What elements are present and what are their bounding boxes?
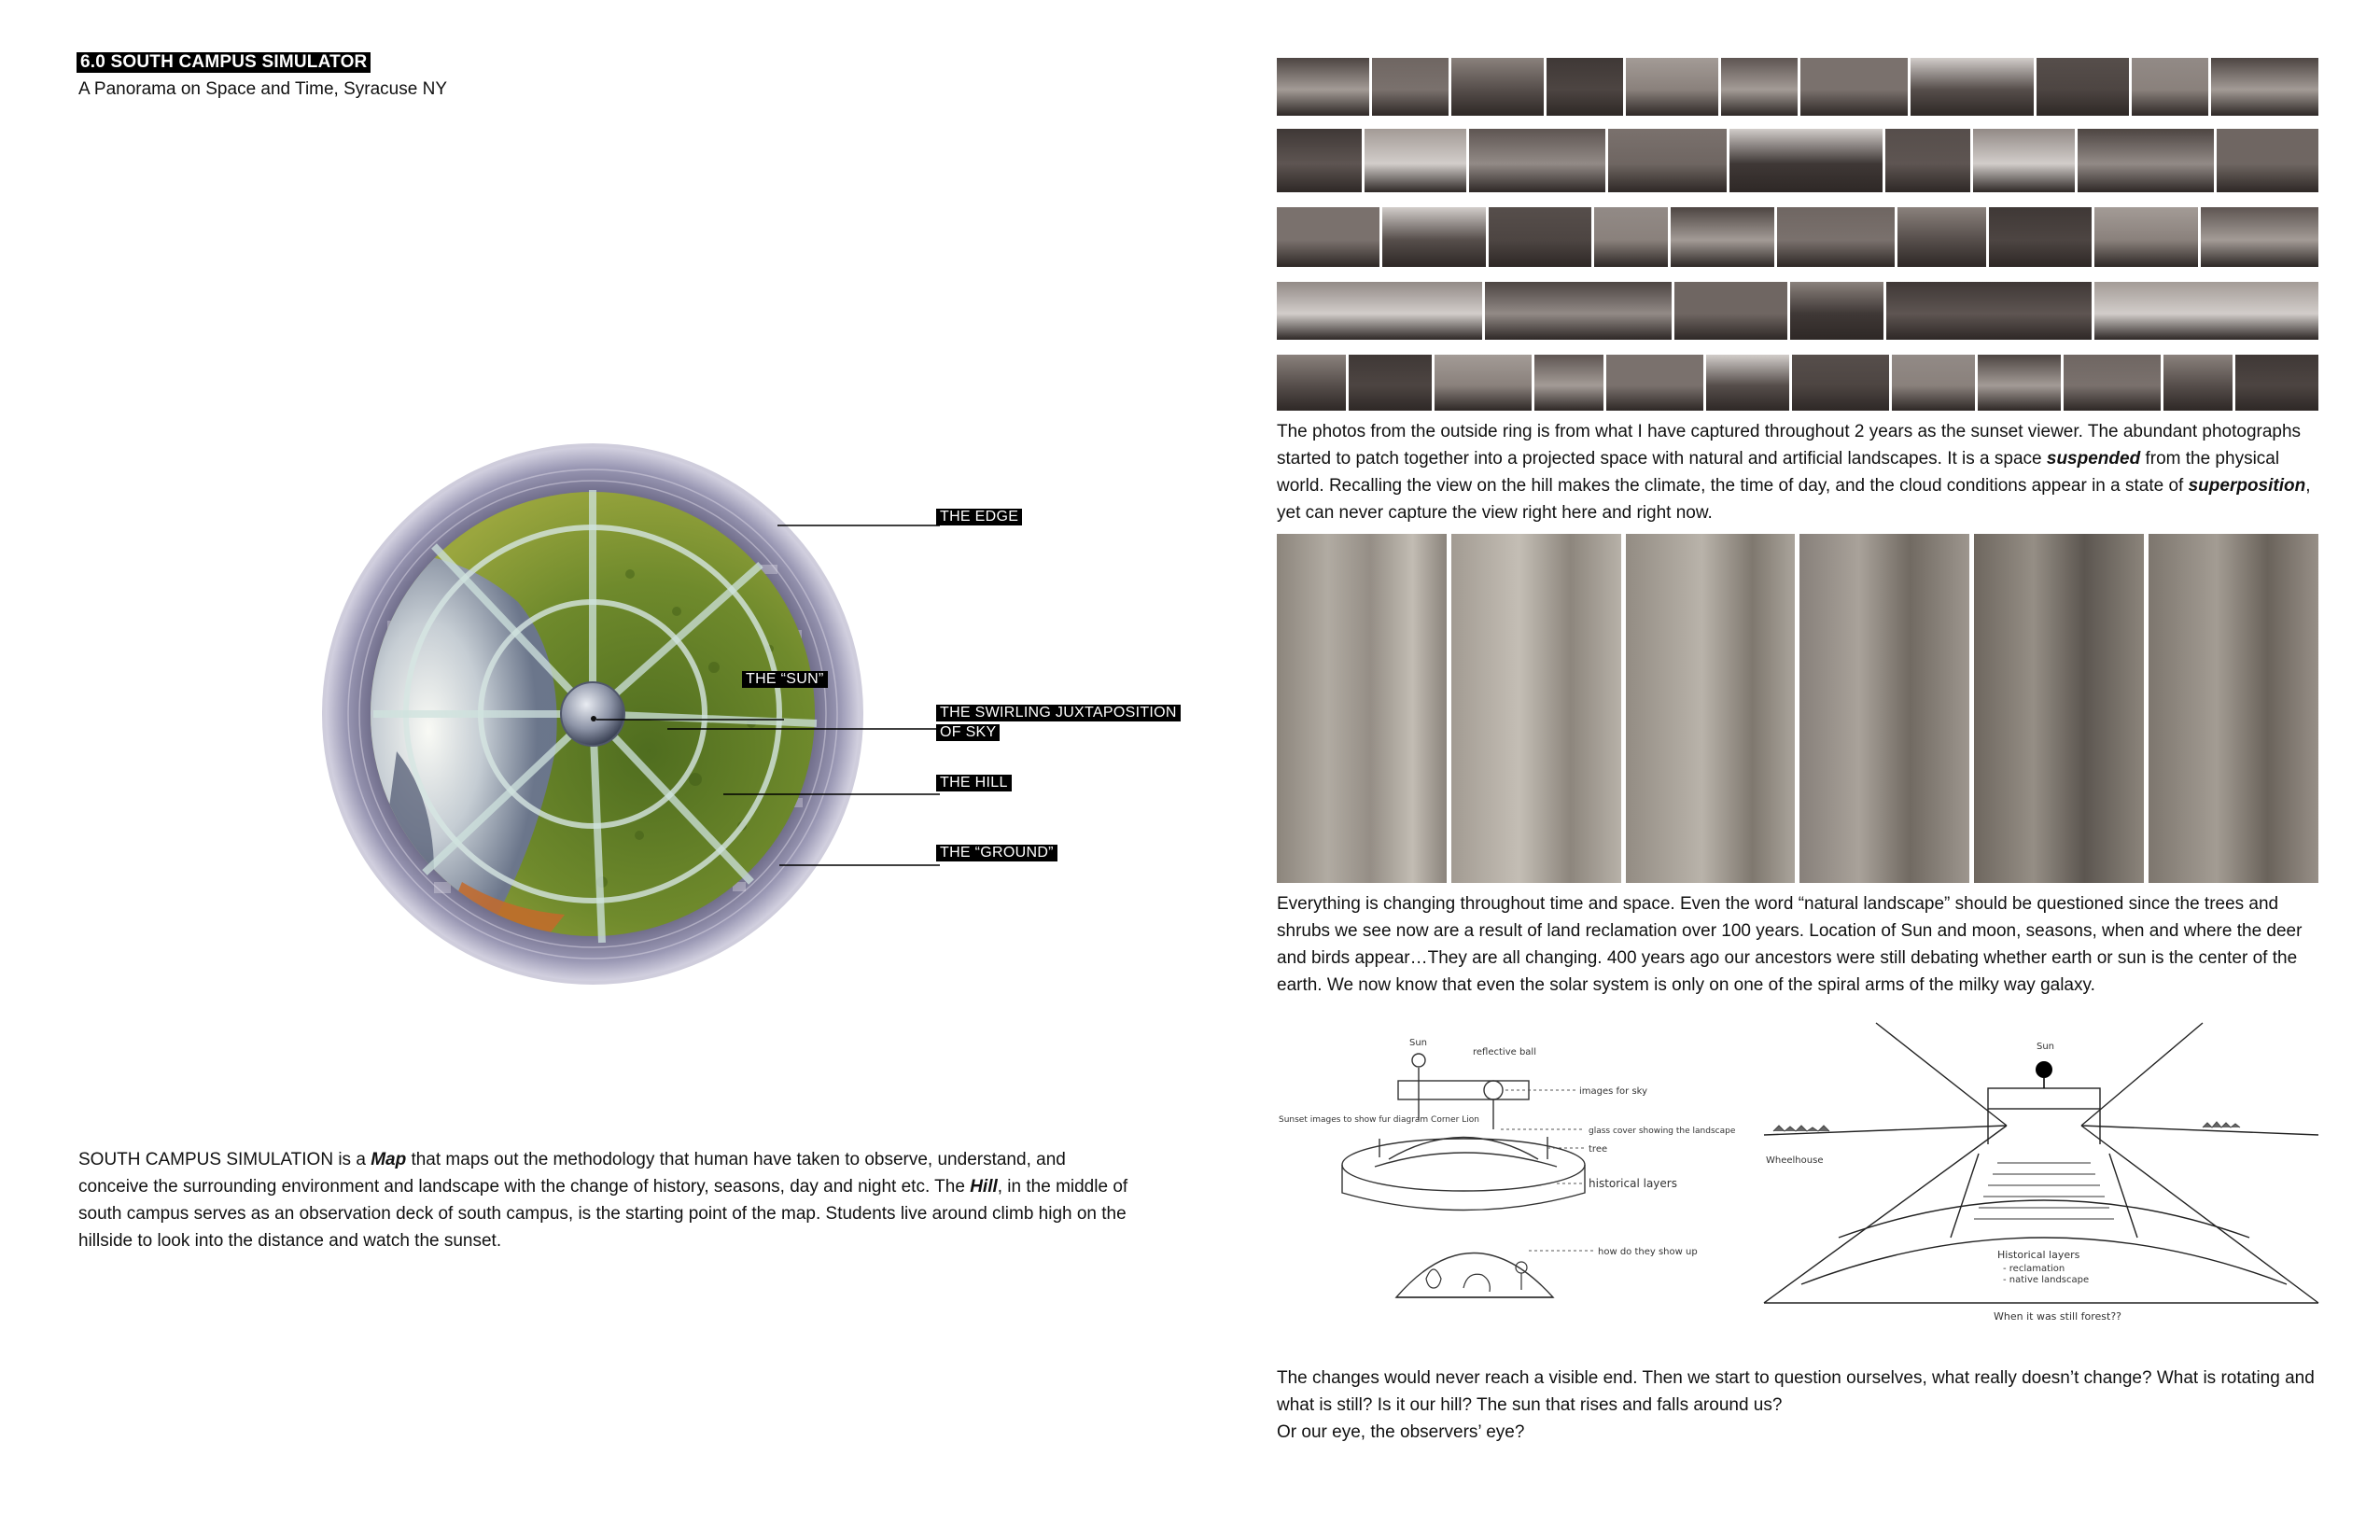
label-swirling-sky-line1: THE SWIRLING JUXTAPOSITION xyxy=(936,705,1181,721)
landscape-photo xyxy=(2201,207,2318,267)
emphasis-map: Map xyxy=(371,1150,407,1169)
change-paragraph: Everything is changing throughout time and space. Even the word “natural landscape” should be questioned since the trees and shrubs we see now are a result of land reclamation over 100 years. Location of Sun and moon, seasons, when and where the deer and birds appear…They are all changing. 400 years ago our ancestors were still debating whether earth or sun is the center of the earth. We now know that even the solar system is only on one of the spiral arms of the milky way galaxy. xyxy=(1277,894,2303,995)
landscape-photo xyxy=(1277,282,1482,340)
closing-line-2: Or our eye, the observers’ eye? xyxy=(1277,1422,1525,1442)
sketch-right-note: Sun xyxy=(2037,1042,2055,1052)
landscape-photo xyxy=(1277,129,1362,192)
landscape-photo xyxy=(1594,207,1668,267)
sketch-right-note: - reclamation xyxy=(2003,1264,2065,1274)
landscape-photo xyxy=(1911,58,2034,116)
landscape-photo xyxy=(1978,355,2061,411)
landscape-photo xyxy=(1892,355,1975,411)
label-the-edge: THE EDGE xyxy=(936,509,1022,525)
sketch-left-note: glass cover showing the landscape xyxy=(1589,1127,1736,1136)
landscape-photo xyxy=(1626,58,1718,116)
photo-strip-3 xyxy=(1277,207,2318,267)
sketch-left-graphic xyxy=(1277,1027,1736,1325)
aerial-photo xyxy=(1451,534,1621,883)
landscape-photo xyxy=(2078,129,2214,192)
emphasis-superposition: superposition xyxy=(2188,476,2306,496)
aerial-photo xyxy=(1626,534,1796,883)
landscape-photo xyxy=(1382,207,1485,267)
landscape-photo xyxy=(1721,58,1798,116)
photo-strip-4 xyxy=(1277,282,2318,340)
perspective-sketch-right xyxy=(1764,1023,2318,1337)
aerial-photo xyxy=(1799,534,1969,883)
landscape-photo xyxy=(1800,58,1908,116)
landscape-photo xyxy=(1886,282,2092,340)
sketch-right-note: When it was still forest?? xyxy=(1994,1310,2121,1323)
landscape-photo xyxy=(1897,207,1986,267)
sketch-right-note: Historical layers xyxy=(1997,1249,2080,1261)
landscape-photo xyxy=(1706,355,1789,411)
aerial-photo xyxy=(1974,534,2144,883)
sketch-left-note: Sun xyxy=(1409,1038,1428,1048)
photo-strip-5 xyxy=(1277,355,2318,411)
photo-strip-2 xyxy=(1277,129,2318,192)
sketch-right-graphic xyxy=(1764,1023,2318,1337)
landscape-photo xyxy=(1435,355,1532,411)
landscape-photo xyxy=(2132,58,2208,116)
sketch-right-note: Wheelhouse xyxy=(1766,1155,1824,1166)
landscape-photo xyxy=(1547,58,1623,116)
landscape-photo xyxy=(2094,282,2318,340)
section-subtitle: A Panorama on Space and Time, Syracuse NY xyxy=(78,79,447,99)
label-the-ground: THE “GROUND” xyxy=(936,845,1057,861)
photo-strip-1 xyxy=(1277,58,2318,116)
landscape-photo xyxy=(1485,282,1672,340)
photos-paragraph: The photos from the outside ring is from what I have captured throughout 2 years as the sunset viewer. The abundant photographs started to patch together into a projected space with natural and artificial landscapes. It is a space suspended from the physical world. Recalling the view on the hill makes the climate, the time of day, and the cloud conditions appear in a state of superposition, yet can never capture the view right here and right now. xyxy=(1277,422,2311,523)
landscape-photo xyxy=(1365,129,1466,192)
landscape-photo xyxy=(1885,129,1970,192)
landscape-photo xyxy=(1777,207,1895,267)
landscape-photo xyxy=(1792,355,1889,411)
closing-paragraph xyxy=(1277,1365,2322,1446)
sketch-left-note: reflective ball xyxy=(1473,1047,1536,1057)
landscape-photo xyxy=(1729,129,1883,192)
landscape-photo xyxy=(2217,129,2318,192)
aerial-photo-series xyxy=(1277,534,2318,883)
emphasis-suspended: suspended xyxy=(2046,449,2141,469)
landscape-photo xyxy=(1451,58,1544,116)
landscape-photo xyxy=(2235,355,2318,411)
sketch-left-note: how do they show up xyxy=(1598,1247,1698,1257)
landscape-photo xyxy=(1277,355,1346,411)
label-the-sun: THE “SUN” xyxy=(742,671,828,688)
landscape-photo xyxy=(1277,58,1369,116)
aerial-photo xyxy=(2149,534,2318,883)
landscape-photo xyxy=(1489,207,1591,267)
intro-paragraph: SOUTH CAMPUS SIMULATION is a Map that maps out the methodology that human have taken to observe, understand, and conceive the surrounding environment and landscape with the change of history, seasons, day and night etc. The Hill, in the middle of south campus serves as an observation deck of south campus, is the starting point of the map. Students live around climb high on the hillside to look into the distance and watch the sunset. xyxy=(78,1150,1128,1251)
section-title: 6.0 SOUTH CAMPUS SIMULATOR xyxy=(77,52,371,73)
closing-line-1: The changes would never reach a visible end. Then we start to question ourselves, what really doesn’t change? What is rotating and what is still? Is it our hill? The sun that rises and falls around us? xyxy=(1277,1368,2315,1415)
landscape-photo xyxy=(1973,129,2075,192)
landscape-photo xyxy=(2037,58,2129,116)
landscape-photo xyxy=(2163,355,2233,411)
landscape-photo xyxy=(1534,355,1603,411)
sketch-left-note: images for sky xyxy=(1579,1086,1648,1097)
globe-graphic xyxy=(322,443,863,985)
emphasis-hill: Hill xyxy=(970,1177,998,1197)
concept-sketch-left xyxy=(1277,1027,1736,1325)
landscape-photo xyxy=(2211,58,2318,116)
landscape-photo xyxy=(1469,129,1605,192)
sketch-right-note: - native landscape xyxy=(2003,1275,2090,1285)
landscape-photo xyxy=(1671,207,1773,267)
globe-diagram xyxy=(322,443,1177,985)
landscape-photo xyxy=(1989,207,2092,267)
sketch-left-note: tree xyxy=(1589,1144,1608,1155)
sketch-left-note: historical layers xyxy=(1589,1177,1677,1190)
landscape-photo xyxy=(1674,282,1786,340)
landscape-photo xyxy=(1277,207,1379,267)
aerial-photo xyxy=(1277,534,1447,883)
landscape-photo xyxy=(1608,129,1727,192)
landscape-photo xyxy=(2064,355,2161,411)
landscape-photo xyxy=(2094,207,2197,267)
label-the-hill: THE HILL xyxy=(936,775,1012,791)
sketch-left-note: Sunset images to show fur diagram Corner Lion xyxy=(1279,1115,1479,1125)
landscape-photo xyxy=(1349,355,1432,411)
label-swirling-sky-line2: OF SKY xyxy=(936,724,1000,741)
landscape-photo xyxy=(1606,355,1703,411)
landscape-photo xyxy=(1790,282,1883,340)
landscape-photo xyxy=(1372,58,1449,116)
